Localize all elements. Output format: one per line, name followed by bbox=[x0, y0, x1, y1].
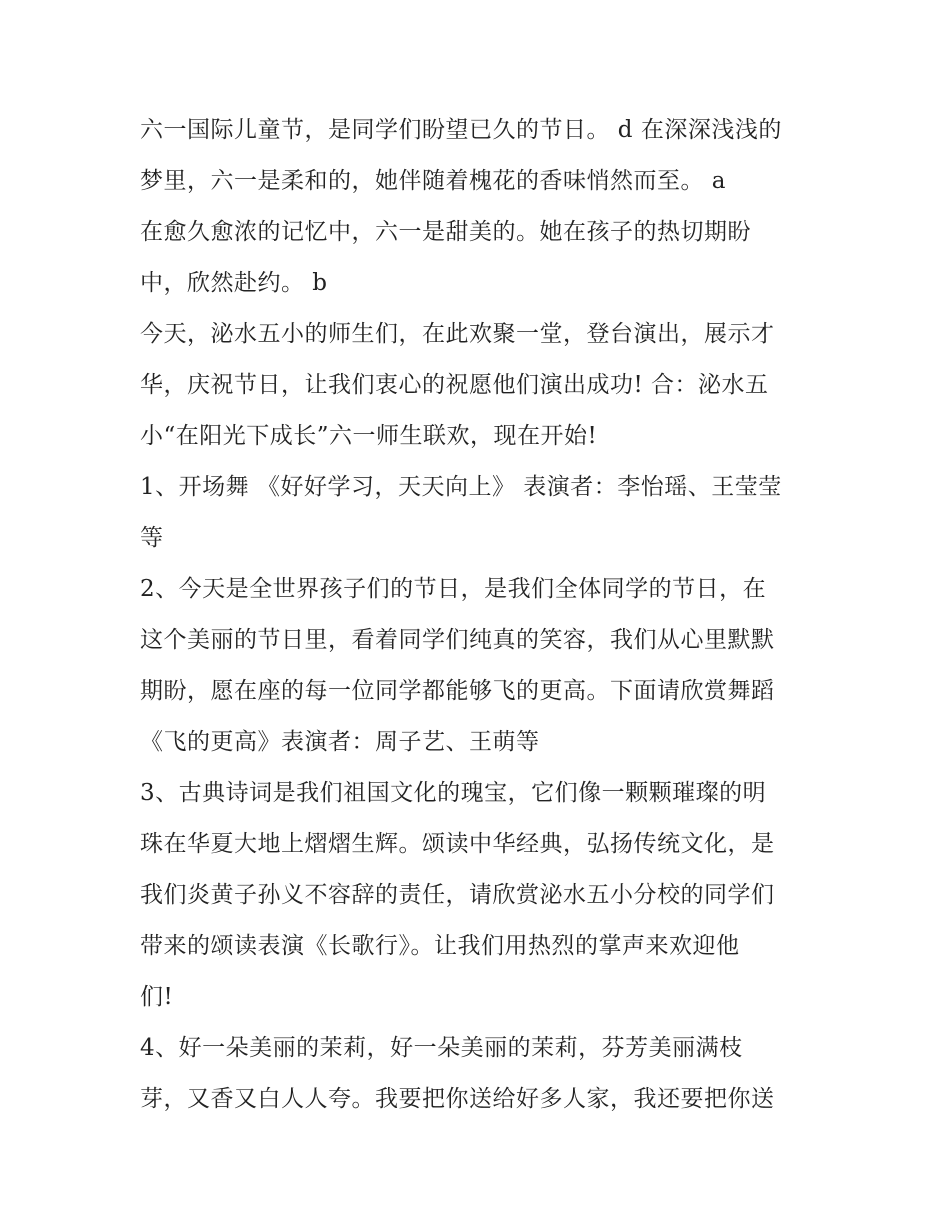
text-line: 2、今天是全世界孩子们的节日，是我们全体同学的节日，在 bbox=[140, 576, 767, 602]
text-line: 《飞的更高》表演者：周子艺、王萌等 bbox=[140, 729, 540, 755]
text-line: 今天，泌水五小的师生们，在此欢聚一堂，登台演出，展示才 bbox=[140, 321, 775, 347]
text-line: 我们炎黄子孙义不容辞的责任，请欣赏泌水五小分校的同学们 bbox=[140, 882, 775, 908]
text-line: 带来的颂读表演《长歌行》。让我们用热烈的掌声来欢迎他 bbox=[140, 933, 740, 959]
text-line: 等 bbox=[140, 525, 164, 551]
text-line: 期盼，愿在座的每一位同学都能够飞的更高。下面请欣赏舞蹈 bbox=[140, 678, 775, 704]
text-line: 1、开场舞 《好好学习，天天向上》 表演者：李怡瑶、王莹莹 bbox=[140, 474, 782, 500]
text-line: 华，庆祝节日，让我们衷心的祝愿他们演出成功! 合：泌水五 bbox=[140, 372, 769, 398]
text-line: 3、古典诗词是我们祖国文化的瑰宝，它们像一颗颗璀璨的明 bbox=[140, 780, 767, 806]
text-line: 这个美丽的节日里，看着同学们纯真的笑容，我们从心里默默 bbox=[140, 627, 775, 653]
text-line: 们! bbox=[140, 984, 174, 1010]
text-line: 4、好一朵美丽的茉莉，好一朵美丽的茉莉，芬芳美丽满枝 bbox=[140, 1035, 743, 1061]
text-line: 小“在阳光下成长”六一师生联欢，现在开始! bbox=[140, 423, 598, 449]
text-line: 六一国际儿童节，是同学们盼望已久的节日。 d 在深深浅浅的 bbox=[140, 117, 782, 143]
text-line: 在愈久愈浓的记忆中，六一是甜美的。她在孩子的热切期盼 bbox=[140, 219, 751, 245]
text-line: 珠在华夏大地上熠熠生辉。颂读中华经典，弘扬传统文化，是 bbox=[140, 831, 775, 857]
text-line: 梦里，六一是柔和的，她伴随着槐花的香味悄然而至。 a bbox=[140, 168, 727, 194]
text-line: 芽，又香又白人人夸。我要把你送给好多人家，我还要把你送 bbox=[140, 1086, 775, 1112]
text-line: 中，欣然赴约。 b bbox=[140, 270, 328, 296]
